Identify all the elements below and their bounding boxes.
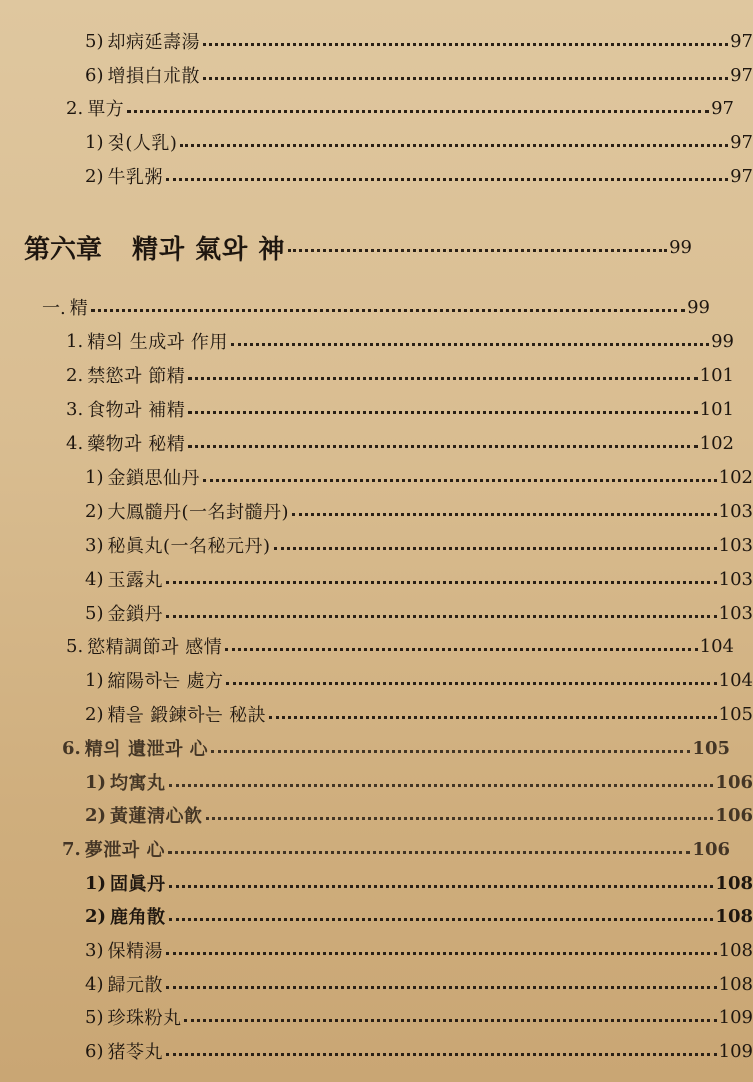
- entry-number: 5): [85, 1006, 104, 1028]
- entry-number: 2): [85, 703, 104, 725]
- toc-entry: [0, 426, 734, 460]
- entry-page: 105: [692, 737, 730, 759]
- entry-page: 109: [718, 1006, 753, 1028]
- entry-page: 99: [711, 330, 734, 352]
- toc-entry: [0, 765, 753, 799]
- entry-title: 猪苓丸: [107, 1042, 163, 1063]
- entry-number: 3): [85, 939, 104, 961]
- entry-page: 101: [699, 364, 734, 386]
- entry-title: 均寓丸: [110, 773, 166, 794]
- entry-number: 4): [85, 568, 104, 590]
- toc-entry: [0, 358, 734, 392]
- entry-page: 97: [730, 30, 753, 52]
- entry-number: 3.: [66, 398, 84, 420]
- entry-number: 5): [85, 602, 104, 624]
- toc-entry: [0, 460, 753, 494]
- entry-number: 1): [85, 466, 104, 488]
- entry-title: 젖(人乳): [107, 133, 178, 154]
- dot-leader: [166, 177, 728, 181]
- entry-title: 精의 遺泄과 心: [84, 739, 209, 760]
- toc-entry: [0, 697, 753, 731]
- dot-leader: [169, 884, 714, 888]
- dot-leader: [166, 614, 717, 618]
- entry-number: 一.: [42, 298, 66, 319]
- entry-title: 夢泄과 心: [84, 840, 165, 861]
- entry-title: 藥物과 秘精: [87, 434, 186, 455]
- toc-entry: [0, 1034, 753, 1068]
- entry-title: 秘眞丸(一名秘元丹): [107, 536, 271, 557]
- dot-leader: [203, 76, 728, 80]
- entry-page: 108: [715, 872, 753, 894]
- entry-title: 增損白朮散: [107, 66, 200, 87]
- entry-page: 97: [730, 64, 753, 86]
- toc-entry: [0, 899, 753, 933]
- dot-leader: [226, 681, 716, 685]
- dot-leader: [169, 783, 714, 787]
- entry-title: 歸元散: [107, 975, 163, 996]
- entry-title: 精을 鍛鍊하는 秘訣: [107, 705, 267, 726]
- entry-number: 2): [85, 905, 107, 927]
- entry-page: 103: [718, 500, 753, 522]
- chapter-title: 精과 氣와 神: [132, 234, 286, 265]
- dot-leader: [166, 951, 717, 955]
- dot-leader: [91, 308, 685, 312]
- entry-title: 珍珠粉丸: [107, 1008, 182, 1029]
- entry-title: 牛乳粥: [107, 167, 163, 188]
- dot-leader: [166, 1052, 717, 1056]
- entry-number: 1): [85, 872, 107, 894]
- entry-page: 103: [718, 568, 753, 590]
- entry-page: 109: [718, 1040, 753, 1062]
- entry-number: 2): [85, 165, 104, 187]
- dot-leader: [166, 580, 717, 584]
- toc-entry: [0, 91, 734, 125]
- dot-leader: [203, 42, 728, 46]
- toc-entry: [0, 392, 734, 426]
- toc-entry: [0, 290, 710, 324]
- entry-number: 1): [85, 669, 104, 691]
- entry-page: 106: [715, 804, 753, 826]
- entry-number: 2.: [66, 97, 84, 119]
- dot-leader: [211, 749, 690, 753]
- toc-entry: [0, 159, 753, 193]
- entry-number: 1): [85, 771, 107, 793]
- entry-title: 鹿角散: [110, 907, 166, 928]
- toc-entry: [0, 494, 753, 528]
- entry-title: 金鎖思仙丹: [107, 468, 200, 489]
- dot-leader: [292, 512, 717, 516]
- dot-leader: [231, 342, 709, 346]
- toc-entry: [0, 1000, 753, 1034]
- dot-leader: [180, 143, 728, 147]
- dot-leader: [288, 248, 667, 252]
- entry-number: 6.: [62, 737, 81, 759]
- toc-entry: [0, 933, 753, 967]
- toc-entry: [0, 324, 734, 358]
- entry-page: 101: [699, 398, 734, 420]
- dot-leader: [206, 816, 714, 820]
- entry-number: 2.: [66, 364, 84, 386]
- entry-page: 106: [692, 838, 730, 860]
- dot-leader: [184, 1018, 716, 1022]
- dot-leader: [225, 647, 697, 651]
- entry-title: 縮陽하는 處方: [107, 671, 224, 692]
- entry-title: 單方: [87, 99, 125, 120]
- entry-title: 慾精調節과 感情: [87, 637, 223, 658]
- entry-page: 108: [715, 905, 753, 927]
- dot-leader: [188, 376, 697, 380]
- entry-page: 103: [718, 602, 753, 624]
- entry-title: 大鳳髓丹(一名封髓丹): [107, 502, 290, 523]
- entry-page: 97: [711, 97, 734, 119]
- dot-leader: [203, 478, 717, 482]
- toc-entry: [0, 629, 734, 663]
- entry-page: 102: [718, 466, 753, 488]
- entry-number: 3): [85, 534, 104, 556]
- entry-number: 4): [85, 973, 104, 995]
- toc-entry: [0, 58, 753, 92]
- entry-number: 2): [85, 804, 107, 826]
- entry-title: 金鎖丹: [107, 604, 163, 625]
- entry-page: 108: [718, 973, 753, 995]
- toc-entry: [0, 798, 753, 832]
- dot-leader: [274, 546, 717, 550]
- entry-title: 保精湯: [107, 941, 163, 962]
- toc-entry: [0, 663, 753, 697]
- chapter-page: 99: [669, 236, 692, 258]
- entry-number: 6): [85, 1040, 104, 1062]
- dot-leader: [166, 985, 717, 989]
- entry-page: 105: [718, 703, 753, 725]
- entry-number: 7.: [62, 838, 81, 860]
- entry-title: 玉露丸: [107, 570, 163, 591]
- entry-title: 禁慾과 節精: [87, 366, 186, 387]
- toc-entry: [0, 596, 753, 630]
- dot-leader: [269, 715, 717, 719]
- entry-number: 1.: [66, 330, 84, 352]
- toc-entry: [0, 24, 753, 58]
- chapter-label: 第六章: [24, 234, 103, 265]
- toc-entry: [0, 731, 730, 765]
- entry-page: 99: [687, 296, 710, 318]
- entry-title: 固眞丹: [110, 874, 166, 895]
- dot-leader: [169, 917, 714, 921]
- toc-entry: [0, 562, 753, 596]
- entry-page: 97: [730, 165, 753, 187]
- entry-number: 5.: [66, 635, 84, 657]
- entry-title: 黃蓮淸心飮: [110, 806, 203, 827]
- dot-leader: [188, 444, 697, 448]
- toc-entry: [0, 866, 753, 900]
- entry-page: 104: [699, 635, 734, 657]
- entry-page: 97: [730, 131, 753, 153]
- entry-number: 2): [85, 500, 104, 522]
- entry-number: 4.: [66, 432, 84, 454]
- toc-entry: [0, 528, 753, 562]
- entry-title: 却病延壽湯: [107, 32, 200, 53]
- dot-leader: [188, 410, 697, 414]
- entry-number: 5): [85, 30, 104, 52]
- entry-number: 6): [85, 64, 104, 86]
- chapter-heading: [0, 224, 692, 270]
- entry-title: 精의 生成과 作用: [87, 332, 228, 353]
- entry-page: 103: [718, 534, 753, 556]
- toc-entry: [0, 832, 730, 866]
- entry-page: 102: [699, 432, 734, 454]
- entry-page: 104: [718, 669, 753, 691]
- entry-title: 食物과 補精: [87, 400, 186, 421]
- toc-entry: [0, 125, 753, 159]
- entry-page: 108: [718, 939, 753, 961]
- dot-leader: [168, 850, 690, 854]
- entry-title: 精: [69, 298, 89, 319]
- entry-page: 106: [715, 771, 753, 793]
- entry-number: 1): [85, 131, 104, 153]
- toc-entry: [0, 967, 753, 1001]
- dot-leader: [127, 109, 709, 113]
